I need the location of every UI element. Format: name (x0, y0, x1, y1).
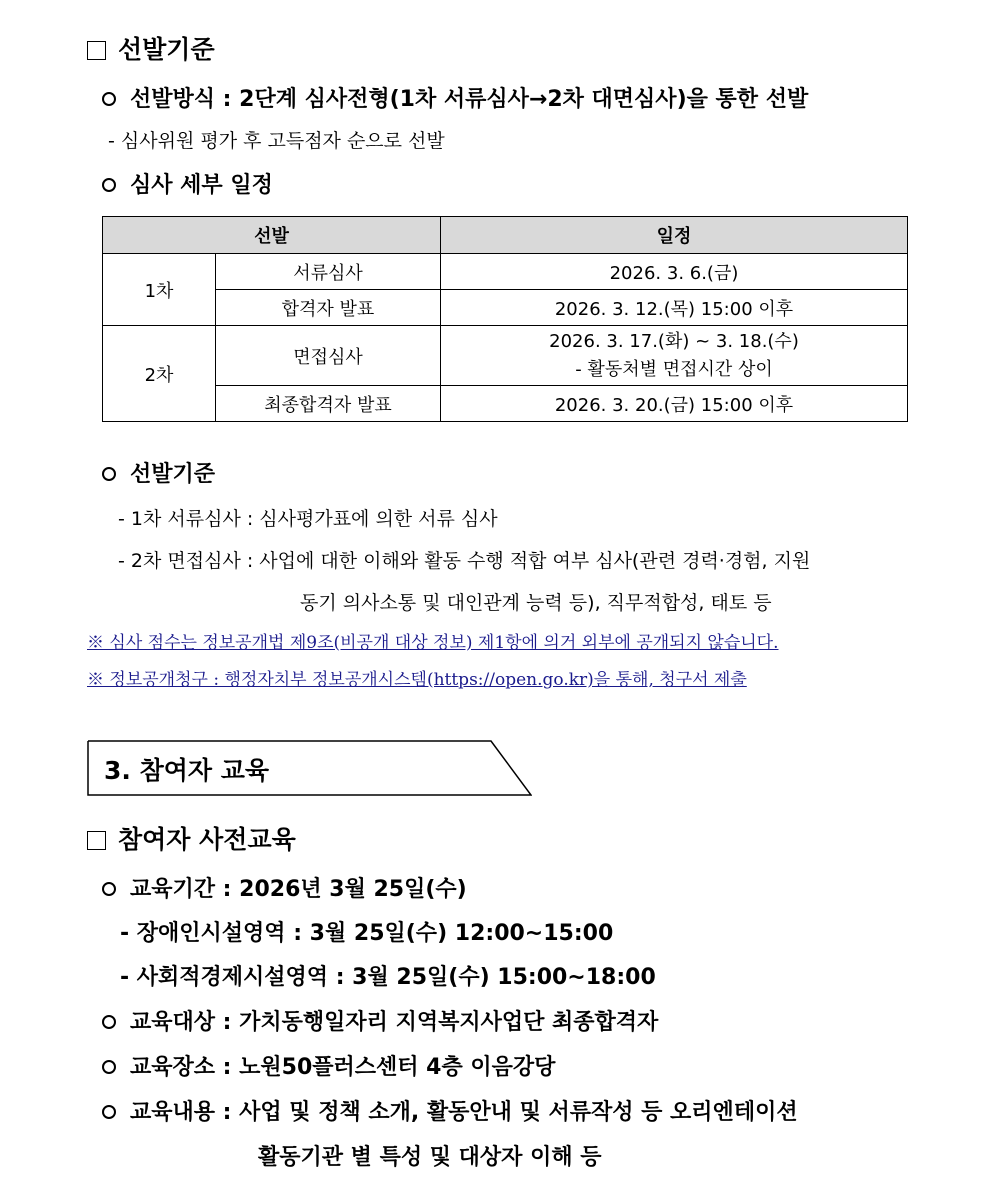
date-note: - 활동처별 면접시간 상이 (575, 358, 773, 380)
edu-period-sub-2: - 사회적경제시설영역 : 3월 25일(수) 15:00~18:00 (120, 965, 656, 990)
stage-cell: 최종합격자 발표 (216, 386, 441, 422)
table-row (103, 254, 908, 290)
circle-bullet-icon (102, 1015, 116, 1029)
stage-cell: 합격자 발표 (216, 290, 441, 326)
schedule-heading: 심사 세부 일정 (102, 168, 273, 199)
checkbox-square-icon (87, 831, 106, 850)
table-header-schedule: 일정 (441, 217, 908, 254)
date-cell (441, 326, 908, 386)
circle-bullet-icon (102, 1105, 116, 1119)
circle-bullet-icon (102, 467, 116, 481)
schedule-table (102, 216, 908, 422)
edu-content-line: 교육내용 : 사업 및 정책 소개, 활동안내 및 서류작성 등 오리엔테이션 (102, 1095, 798, 1126)
criteria-line-1: - 1차 서류심사 : 심사평가표에 의한 서류 심사 (118, 508, 498, 530)
round-cell: 1차 (103, 254, 216, 326)
circle-bullet-icon (102, 1060, 116, 1074)
circle-bullet-icon (102, 92, 116, 106)
table-header-selection: 선발 (103, 217, 441, 254)
selection-method-note: - 심사위원 평가 후 고득점자 순으로 선발 (108, 130, 445, 152)
table-row (103, 326, 908, 386)
date-line: 2026. 3. 17.(화) ~ 3. 18.(수) (549, 330, 799, 352)
date-cell: 2026. 3. 20.(금) 15:00 이후 (441, 386, 908, 422)
stage-cell: 면접심사 (216, 326, 441, 386)
edu-content-line-cont: 활동기관 별 특성 및 대상자 이해 등 (258, 1145, 602, 1170)
circle-bullet-icon (102, 882, 116, 896)
edu-place-line: 교육장소 : 노원50플러스센터 4층 이음강당 (102, 1050, 555, 1081)
selection-method-line: 선발방식 : 2단계 심사전형(1차 서류심사→2차 대면심사)을 통한 선발 (102, 82, 808, 113)
date-cell: 2026. 3. 12.(목) 15:00 이후 (441, 290, 908, 326)
notice-info-request: ※ 정보공개청구 : 행정자치부 정보공개시스템(https://open.go.kr)을 통해, 청구서 제출 (87, 670, 747, 690)
round-cell: 2차 (103, 326, 216, 422)
circle-bullet-icon (102, 178, 116, 192)
edu-period-line: 교육기간 : 2026년 3월 25일(수) (102, 872, 467, 903)
section-heading-education: 참여자 사전교육 (87, 820, 296, 856)
criteria-line-2-cont: 동기 의사소통 및 대인관계 능력 등), 직무적합성, 태토 등 (300, 592, 772, 614)
table-row (103, 386, 908, 422)
date-cell: 2026. 3. 6.(금) (441, 254, 908, 290)
stage-cell: 서류심사 (216, 254, 441, 290)
notice-score-disclosure: ※ 심사 점수는 정보공개법 제9조(비공개 대상 정보) 제1항에 의거 외부에 공개되지 않습니다. (87, 633, 779, 653)
edu-target-line: 교육대상 : 가치동행일자리 지역복지사업단 최종합격자 (102, 1005, 658, 1036)
table-row (103, 290, 908, 326)
criteria-heading: 선발기준 (102, 457, 215, 488)
section-title: 3. 참여자 교육 (104, 756, 270, 785)
criteria-line-2: - 2차 면접심사 : 사업에 대한 이해와 활동 수행 적합 여부 심사(관련 경력·경험, 지원 (118, 550, 811, 572)
section-heading-selection: 선발기준 (87, 30, 215, 66)
edu-period-sub-1: - 장애인시설영역 : 3월 25일(수) 12:00~15:00 (120, 921, 614, 946)
checkbox-square-icon (87, 41, 106, 60)
